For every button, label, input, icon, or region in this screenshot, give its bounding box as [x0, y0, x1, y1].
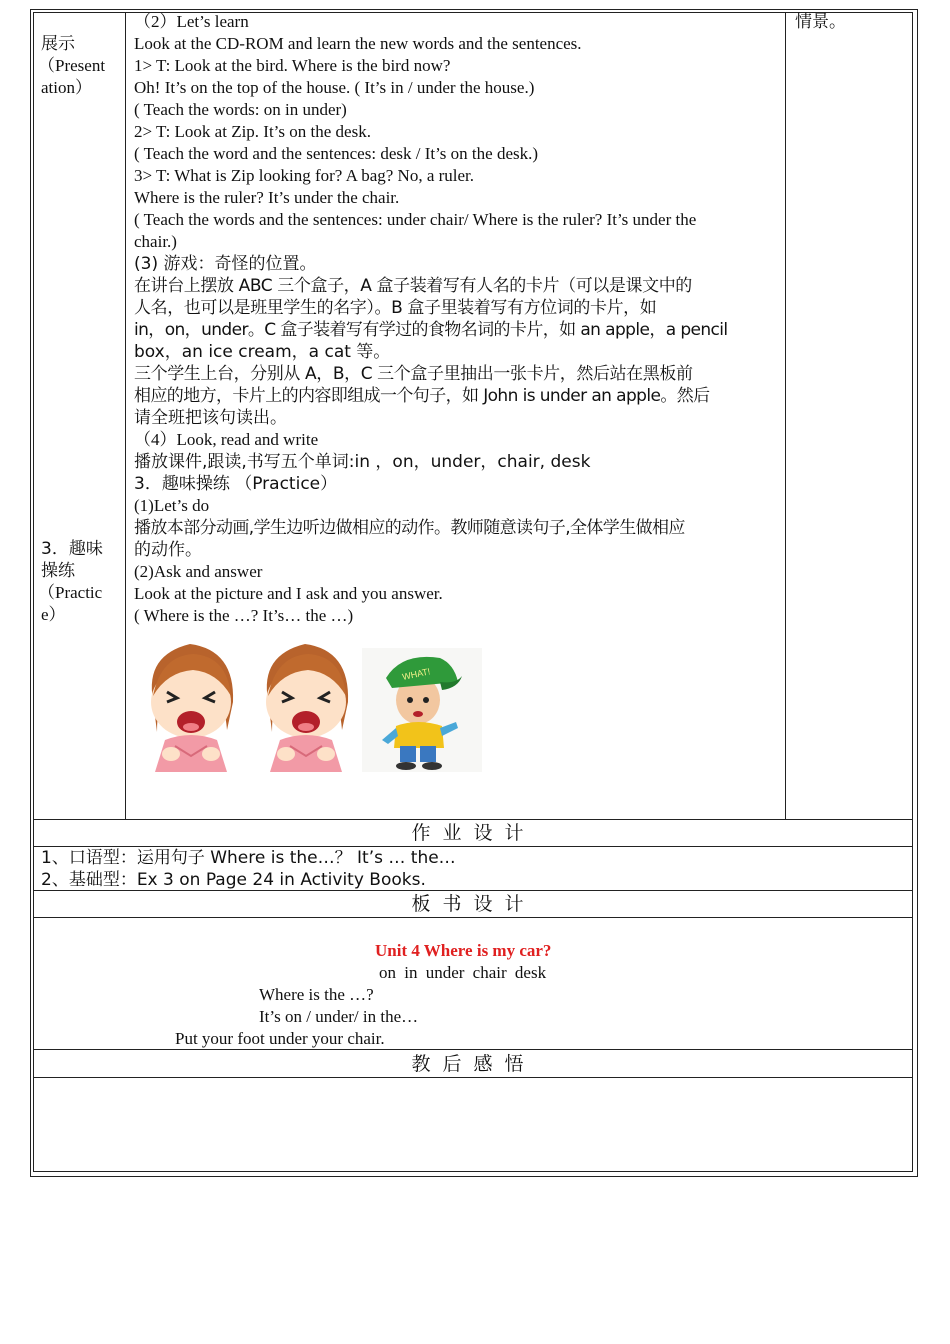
stage-label-practice-zh-2: 操练 [41, 561, 75, 581]
content-line: （2）Let’s learn [134, 12, 249, 31]
homework-heading: 作业设计 [411, 822, 536, 844]
content-line: in，on，under。C 盒子装着写有学过的食物名词的卡片，如 an apple，a pencil [134, 320, 728, 340]
row-rule [34, 819, 913, 820]
stage-label-presentation-en-1: （Present [38, 56, 106, 75]
content-line: Look at the CD-ROM and learn the new words and the sentences. [134, 34, 582, 53]
homework-line-2-text: 2、基础型：Ex 3 on Page 24 in Activity Books. [41, 870, 426, 890]
boy-cartoon [362, 648, 482, 772]
content-line: 请全班把该句读出。 [134, 408, 287, 428]
stage-label-practice-en-2: e） [41, 605, 66, 624]
content-line: Look at the picture and I ask and you answer. [134, 584, 443, 603]
girl-cartoon-1 [135, 630, 247, 772]
content-line: 3> T: What is Zip looking for? A bag? No, a ruler. [134, 166, 475, 185]
row-rule [34, 1049, 913, 1050]
homework-line-1-text: 1、口语型：运用句子 Where is the…？ It’s … the… [41, 848, 456, 868]
right-note: 情景。 [795, 12, 846, 32]
board-title: Unit 4 Where is my car? [375, 941, 552, 960]
row-rule [34, 917, 913, 918]
content-line: 三个学生上台，分别从 A，B，C 三个盒子里抽出一张卡片，然后站在黑板前 [134, 364, 693, 384]
content-line: ( Teach the words: on in under) [134, 100, 347, 119]
content-line: 播放课件,跟读,书写五个单词:in ，on，under，chair, desk [134, 452, 591, 472]
board-heading: 板书设计 [411, 893, 536, 915]
homework-line-2 [41, 869, 426, 891]
content-line: ( Teach the word and the sentences: desk / It’s on the desk.) [134, 144, 539, 163]
col-divider-right [785, 12, 786, 819]
board-question: Where is the …? [259, 985, 374, 1004]
content-line: (3) 游戏：奇怪的位置。 [134, 254, 317, 274]
content-line: 相应的地方，卡片上的内容即组成一个句子，如 John is under an apple。然后 [134, 386, 710, 406]
main-content [134, 11, 782, 627]
col-divider-left [125, 12, 126, 819]
board-words: on in under chair desk [379, 963, 547, 982]
content-line: 的动作。 [134, 540, 202, 560]
content-line: ( Where is the …? It’s… the …) [134, 606, 354, 625]
content-line: 人名，也可以是班里学生的名字）。B 盒子里装着写有方位词的卡片，如 [134, 298, 657, 318]
content-line: 播放本部分动画,学生边听边做相应的动作。教师随意读句子,全体学生做相应 [134, 518, 685, 538]
stage-label-practice-en-1: （Practic [38, 583, 103, 602]
content-line: 3．趣味操练 （Practice） [134, 474, 338, 494]
content-line: (1)Let’s do [134, 496, 210, 515]
content-line: （4）Look, read and write [134, 430, 319, 449]
content-line: 2> T: Look at Zip. It’s on the desk. [134, 122, 371, 141]
reflection-area [34, 1078, 913, 1170]
reflection-heading: 教后感悟 [411, 1053, 536, 1075]
content-line: Where is the ruler? It’s under the chair. [134, 188, 400, 207]
girl-cartoon-2 [250, 630, 362, 772]
cap-text: WHAT! [401, 666, 432, 682]
content-line: 在讲台上摆放 ABC 三个盒子，A 盒子装着写有人名的卡片（可以是课文中的 [134, 276, 692, 296]
stage-label-practice-zh-1: 3．趣味 [41, 539, 103, 559]
board-sentence: Put your foot under your chair. [175, 1029, 385, 1048]
content-line: 1> T: Look at the bird. Where is the bird now? [134, 56, 451, 75]
stage-label-presentation-zh: 展示 [41, 34, 75, 54]
stage-label-presentation-en-2: ation） [41, 78, 92, 97]
board-answer: It’s on / under/ in the… [259, 1007, 419, 1026]
content-line: (2)Ask and answer [134, 562, 263, 581]
content-line: Oh! It’s on the top of the house. ( It’s in / under the house.) [134, 78, 535, 97]
homework-line-1 [41, 847, 456, 869]
content-line: chair.) [134, 232, 177, 251]
content-line: ( Teach the words and the sentences: under chair/ Where is the ruler? It’s under the [134, 210, 697, 229]
content-line: box，an ice cream，a cat 等。 [134, 342, 391, 362]
